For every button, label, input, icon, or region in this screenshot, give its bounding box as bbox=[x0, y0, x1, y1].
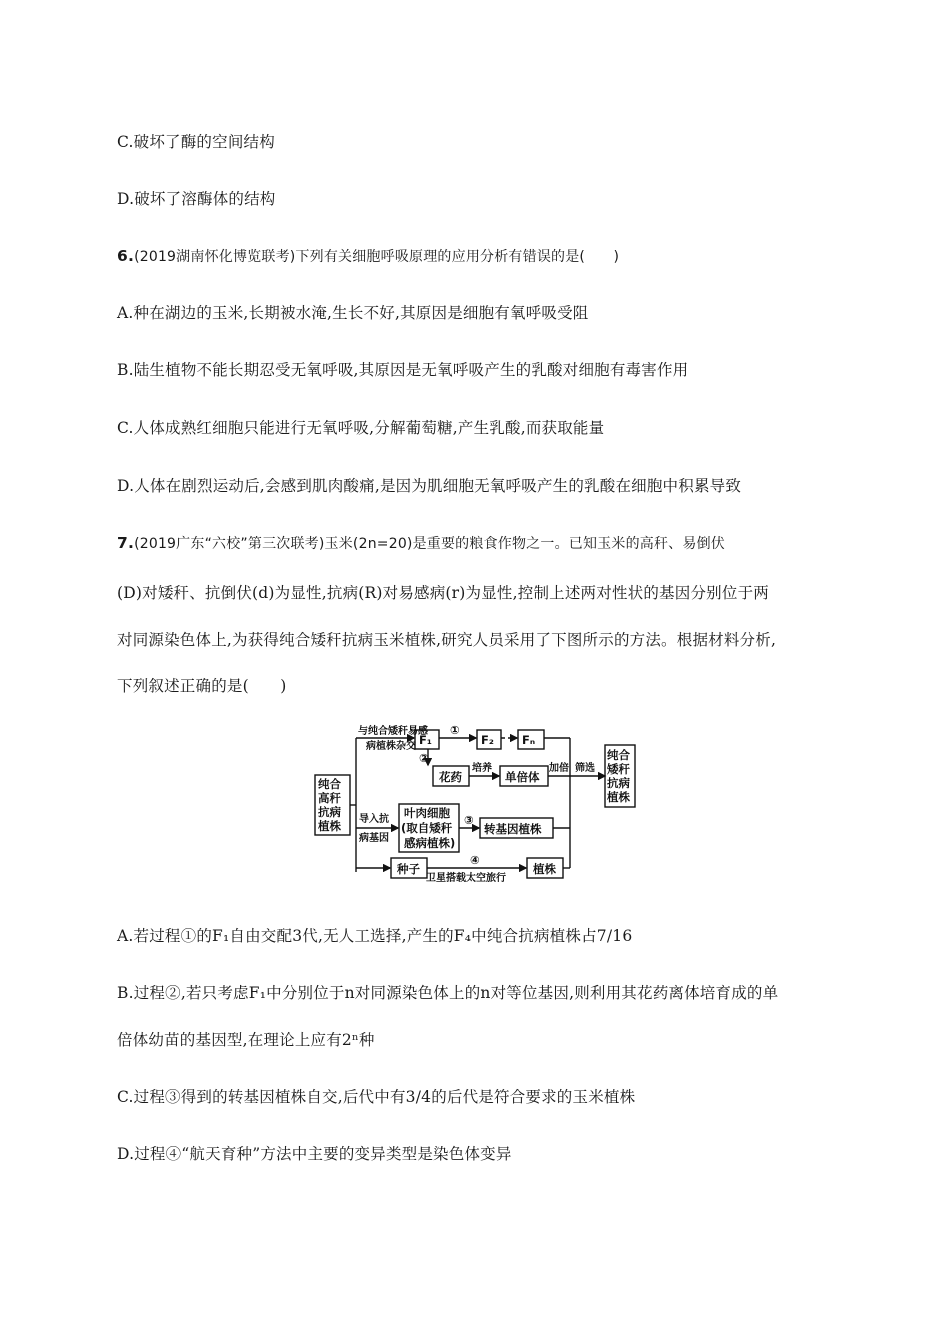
q6-option-a: A.种在湖边的玉米,长期被水淹,生长不好,其原因是细胞有氧呼吸受阻 bbox=[117, 304, 589, 322]
transgenic-label: 转基因植株 bbox=[484, 822, 542, 836]
start-box-line1: 纯合 bbox=[318, 777, 341, 791]
step1-label: ① bbox=[450, 723, 460, 737]
end-box-line2: 矮秆 bbox=[607, 762, 630, 776]
q6-option-c: C.人体成熟红细胞只能进行无氧呼吸,分解葡萄糖,产生乳酸,而获取能量 bbox=[117, 419, 605, 437]
fn-label: Fₙ bbox=[522, 733, 536, 747]
select-label: 筛选 bbox=[575, 763, 595, 774]
step2-label: ② bbox=[419, 751, 429, 765]
q7-option-a: A.若过程①的F₁自由交配3代,无人工选择,产生的F₄中纯合抗病植株占7/16 bbox=[117, 927, 633, 945]
cross-label-line2: 病植株杂交 bbox=[366, 741, 416, 752]
mesophyll-line3: 感病植株) bbox=[404, 836, 456, 850]
question-7-stem-line1 bbox=[117, 533, 725, 554]
gene-label-line2: 病基因 bbox=[359, 833, 389, 844]
q7-option-d: D.过程④“航天育种”方法中主要的变异类型是染色体变异 bbox=[117, 1145, 512, 1163]
question-number: 7. bbox=[117, 534, 135, 552]
anther-label: 花药 bbox=[439, 770, 462, 784]
q7-option-c: C.过程③得到的转基因植株自交,后代中有3/4的后代是符合要求的玉米植株 bbox=[117, 1088, 636, 1106]
question-6-stem bbox=[117, 246, 619, 267]
end-box-line1: 纯合 bbox=[607, 748, 630, 762]
q6-option-b: B.陆生植物不能长期忍受无氧呼吸,其原因是无氧呼吸产生的乳酸对细胞有毒害作用 bbox=[117, 361, 689, 379]
question-7-stem-line3: 对同源染色体上,为获得纯合矮秆抗病玉米植株,研究人员采用了下图所示的方法。根据材料分析, bbox=[117, 631, 777, 649]
question-text: (2019广东“六校”第三次联考)玉米(2n=20)是重要的粮食作物之一。已知玉米的高秆、易倒伏 bbox=[134, 536, 725, 552]
q6-option-d: D.人体在剧烈运动后,会感到肌肉酸痛,是因为肌细胞无氧呼吸产生的乳酸在细胞中积累导致 bbox=[117, 477, 742, 495]
gene-label-line1: 导入抗 bbox=[359, 814, 389, 825]
start-box-line2: 高秆 bbox=[318, 791, 341, 805]
mesophyll-line1: 叶肉细胞 bbox=[404, 806, 450, 820]
start-box-line4: 植株 bbox=[318, 819, 341, 833]
culture-label: 培养 bbox=[472, 763, 492, 774]
mesophyll-line2: (取自矮秆 bbox=[401, 821, 453, 835]
cross-label-line1: 与纯合矮秆易感 bbox=[358, 726, 428, 737]
end-box-line4: 植株 bbox=[607, 790, 630, 804]
end-box-line3: 抗病 bbox=[607, 776, 630, 790]
start-box-line3: 抗病 bbox=[318, 805, 341, 819]
seed-label: 种子 bbox=[397, 862, 420, 876]
question-text: (2019湖南怀化博览联考)下列有关细胞呼吸原理的应用分析有错误的是( ) bbox=[134, 249, 620, 265]
option-d-q5: D.破坏了溶酶体的结构 bbox=[117, 190, 276, 208]
q7-option-b-line2: 倍体幼苗的基因型,在理论上应有2ⁿ种 bbox=[117, 1031, 375, 1049]
question-number: 6. bbox=[117, 247, 135, 265]
q7-option-b-line1: B.过程②,若只考虑F₁中分别位于n对同源染色体上的n对等位基因,则利用其花药离体培育成的单 bbox=[117, 984, 779, 1002]
f2-label: F₂ bbox=[481, 733, 494, 747]
plant-label: 植株 bbox=[533, 862, 556, 876]
haploid-label: 单倍体 bbox=[505, 770, 540, 784]
double-label: 加倍 bbox=[549, 763, 569, 774]
f1-label: F₁ bbox=[419, 733, 432, 747]
option-c-q5: C.破坏了酶的空间结构 bbox=[117, 133, 275, 151]
step3-label: ③ bbox=[464, 813, 474, 827]
step4-label: ④ bbox=[470, 853, 480, 867]
breeding-flow-diagram bbox=[300, 722, 650, 882]
question-7-stem-line2: (D)对矮秆、抗倒伏(d)为显性,抗病(R)对易感病(r)为显性,控制上述两对性状的基因分别位于两 bbox=[117, 584, 769, 602]
satellite-label: 卫星搭载太空旅行 bbox=[426, 873, 506, 882]
question-7-stem-line4: 下列叙述正确的是( ) bbox=[117, 677, 287, 695]
